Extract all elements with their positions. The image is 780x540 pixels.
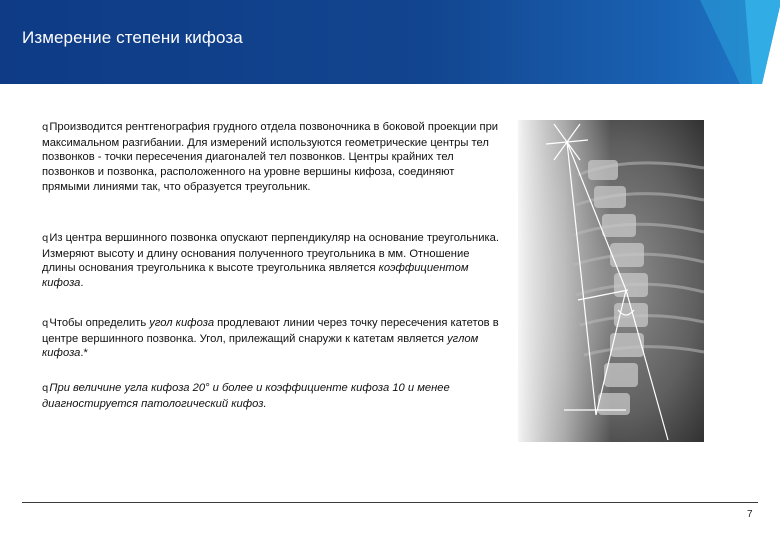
paragraph-3 — [42, 316, 502, 361]
term-kyphosis-coefficient: коэффициентом кифоза — [42, 262, 469, 290]
spine-xray-image — [518, 120, 704, 442]
term-kyphosis-angle: угол кифоза — [149, 317, 215, 329]
paragraph-text: Чтобы определить — [49, 317, 150, 329]
paragraph-text: Производится рентгенография грудного отдела позвоночника в боковой проекции при максимальном разгибании. Для измерений используются геометрические центры тел позвонков - точки пересечения диагоналей тел позвонков. Центры крайних тел позвонков и позвонка, расположенного на уровне вершины кифоза, соединяют прямыми линиями так, что образуется треугольник. — [42, 121, 499, 193]
slide-title: Измерение степени кифоза — [22, 28, 243, 47]
paragraph-4 — [42, 381, 502, 411]
paragraph-text: . — [80, 277, 84, 290]
paragraph-text: Из центра вершинного позвонка опускают перпендикуляр на основание треугольника. Измеряют высоту и длину основания полученного треугольника в мм. Отношение длины основания треугольника к высоте треугольника является — [42, 232, 499, 275]
paragraph-2 — [42, 231, 502, 291]
bullet-marker: q — [42, 233, 49, 244]
footer-divider — [22, 502, 758, 503]
bullet-marker: q — [42, 318, 49, 329]
page-number: 7 — [747, 509, 753, 520]
paragraph-1 — [42, 120, 502, 195]
term-kyphosis-angle: углом кифоза — [42, 332, 479, 360]
paragraph-text: .* — [80, 347, 88, 360]
bullet-marker: q — [42, 383, 49, 394]
paragraph-text: продлевают линии через точку пересечения катетов в центре вершинного позвонка. Угол, прилежащий снаружи к катетам является — [42, 317, 499, 345]
slide-header — [0, 0, 780, 84]
bullet-marker: q — [42, 122, 49, 133]
paragraph-text: При величине угла кифоза 20° и более и коэффициенте кифоза 10 и менее диагностируется патологический кифоз. — [42, 382, 450, 410]
